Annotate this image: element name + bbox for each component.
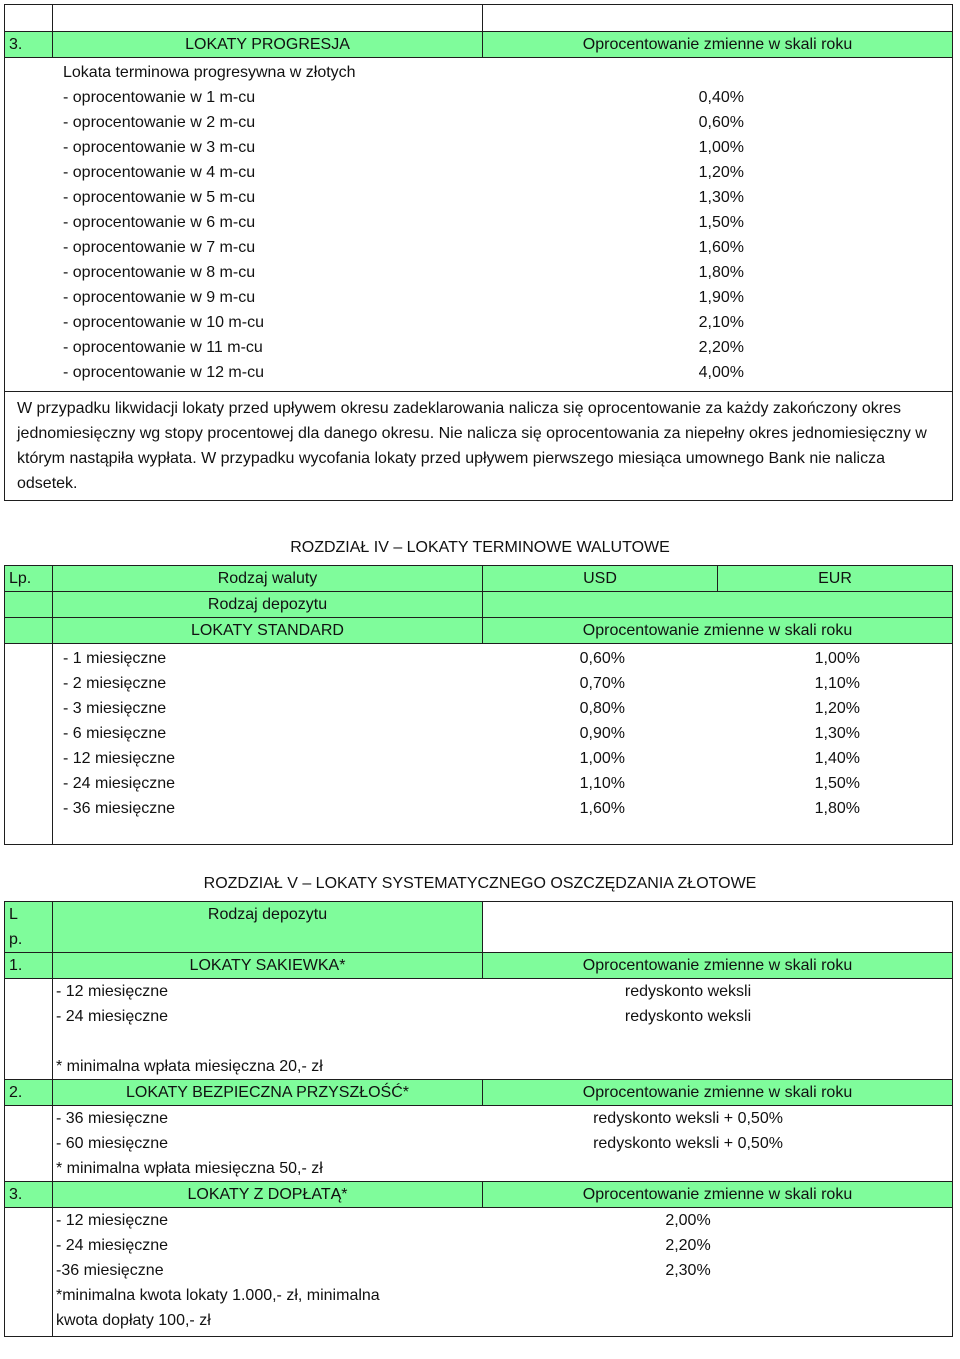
product-footnote: *minimalna kwota lokaty 1.000,- zł, minimalna (56, 1287, 380, 1304)
product-body-row (5, 1106, 953, 1182)
eur-rate: 1,20% (814, 700, 860, 717)
rozdzial-v-title: ROZDZIAŁ V – LOKATY SYSTEMATYCZNEGO OSZCZĘDZANIA ZŁOTOWE (203, 875, 757, 892)
progresja-label: - oprocentowanie w 4 m-cu (63, 164, 256, 181)
currency-label: - 1 miesięczne (63, 650, 167, 667)
eur-rate: 1,10% (814, 675, 860, 692)
product-row-label: - 12 miesięczne (56, 1212, 169, 1229)
progresja-label: - oprocentowanie w 7 m-cu (63, 239, 256, 256)
progresja-note: W przypadku likwidacji lokaty przed upływem okresu zadeklarowania nalicza się oprocentowanie za każdy zakończony okres jednomiesięczny wg stopy procentowej dla danego okresu. Nie nalicza się oprocentowania za niepełny okres jednomiesięczny w którym nastąpiła wypłata. W przypadku wycofania lokaty przed upływem pierwszego miesiąca umownego Bank nie nalicza odsetek. (5, 392, 953, 501)
usd-rate: 1,60% (579, 800, 625, 817)
product-row-label: - 36 miesięczne (56, 1110, 169, 1127)
product-footnote: * minimalna wpłata miesięczna 50,- zł (56, 1160, 323, 1177)
product-row-label: - 24 miesięczne (56, 1008, 169, 1025)
progresja-label: - oprocentowanie w 11 m-cu (63, 339, 263, 356)
progresja-rate-header: Oprocentowanie zmienne w skali roku (483, 32, 953, 58)
product-row-rate: 2,20% (665, 1237, 711, 1254)
product-name: LOKATY SAKIEWKA* (53, 953, 483, 979)
progresja-rate: 2,20% (698, 339, 744, 356)
currency-label: - 6 miesięczne (63, 725, 167, 742)
currency-label: - 12 miesięczne (63, 750, 176, 767)
progresja-label: - oprocentowanie w 9 m-cu (63, 289, 256, 306)
product-row-label: - 12 miesięczne (56, 983, 169, 1000)
eur-rate: 1,40% (814, 750, 860, 767)
product-number: 3. (5, 1182, 53, 1208)
rozdzial-v-table (4, 901, 952, 1337)
rozdzial-v-header-row (5, 902, 953, 953)
progresja-label: - oprocentowanie w 10 m-cu (63, 314, 264, 331)
usd-header: USD (483, 566, 718, 592)
progresja-rate: 1,80% (698, 264, 744, 281)
product-rate-header: Oprocentowanie zmienne w skali roku (483, 1182, 953, 1208)
usd-rate: 1,00% (579, 750, 625, 767)
progresja-rate: 1,30% (698, 189, 744, 206)
product-header-row (5, 1080, 953, 1106)
eur-rate: 1,80% (814, 800, 860, 817)
progresja-rate: 1,90% (698, 289, 744, 306)
progresja-rate: 1,00% (698, 139, 744, 156)
progresja-label: - oprocentowanie w 1 m-cu (63, 89, 256, 106)
lp-header-line1: L (9, 906, 18, 923)
product-number: 1. (5, 953, 53, 979)
eur-rate: 1,50% (814, 775, 860, 792)
progresja-label: - oprocentowanie w 8 m-cu (63, 264, 256, 281)
progresja-rates-row (5, 58, 953, 392)
rozdzial-iv-title: ROZDZIAŁ IV – LOKATY TERMINOWE WALUTOWE (290, 539, 670, 556)
currency-label: - 2 miesięczne (63, 675, 167, 692)
deposit-type-row (5, 592, 953, 618)
eur-rate: 1,30% (814, 725, 860, 742)
progresja-number: 3. (5, 32, 53, 58)
progresja-label: - oprocentowanie w 6 m-cu (63, 214, 256, 231)
usd-rate: 0,60% (579, 650, 625, 667)
eur-rate: 1,00% (814, 650, 860, 667)
lp-header-line2: p. (9, 931, 23, 948)
product-row-rate: redyskonto weksli (624, 1008, 752, 1025)
product-body-row (5, 1208, 953, 1337)
progresja-rate: 4,00% (698, 364, 744, 381)
progresja-rate: 0,40% (698, 89, 744, 106)
product-rate-header: Oprocentowanie zmienne w skali roku (483, 1080, 953, 1106)
progresja-rate: 0,60% (698, 114, 744, 131)
product-name: LOKATY STANDARD (53, 618, 483, 644)
progresja-labels (63, 60, 483, 385)
currency-label: - 36 miesięczne (63, 800, 176, 817)
product-row-label: - 24 miesięczne (56, 1237, 169, 1254)
rozdzial-v-deposit-type: Rodzaj depozytu (53, 902, 483, 953)
usd-rate: 1,10% (579, 775, 625, 792)
deposit-type-header: Rodzaj depozytu (53, 592, 483, 618)
product-name: LOKATY Z DOPŁATĄ* (53, 1182, 483, 1208)
product-row-label: -36 miesięczne (56, 1262, 164, 1279)
product-body-row (5, 979, 953, 1080)
progresja-blank-row (5, 5, 953, 32)
product-header-row (5, 618, 953, 644)
product-number: 2. (5, 1080, 53, 1106)
progresja-subtitle: Lokata terminowa progresywna w złotych (63, 64, 356, 81)
currency-rate-header: Oprocentowanie zmienne w skali roku (483, 618, 953, 644)
product-row-rate: 2,30% (665, 1262, 711, 1279)
lp-header: Lp. (5, 566, 53, 592)
progresja-label: - oprocentowanie w 3 m-cu (63, 139, 256, 156)
product-row-rate: redyskonto weksli + 0,50% (593, 1135, 783, 1152)
progresja-label: - oprocentowanie w 12 m-cu (63, 364, 264, 381)
product-row-label: - 60 miesięczne (56, 1135, 169, 1152)
eur-rates (760, 646, 860, 821)
progresja-rate: 1,60% (698, 239, 744, 256)
usd-rate: 0,70% (579, 675, 625, 692)
usd-rates (525, 646, 625, 821)
currency-labels (63, 646, 175, 821)
progresja-header-row (5, 32, 953, 58)
progresja-name: LOKATY PROGRESJA (53, 32, 483, 58)
currency-rates-row (5, 644, 953, 845)
product-footnote: * minimalna wpłata miesięczna 20,- zł (56, 1058, 323, 1075)
product-header-row (5, 953, 953, 979)
product-row-rate: 2,00% (665, 1212, 711, 1229)
usd-rate: 0,80% (579, 700, 625, 717)
progresja-rate: 1,20% (698, 164, 744, 181)
progresja-note-row (5, 392, 953, 501)
currency-label: - 24 miesięczne (63, 775, 176, 792)
product-footnote: kwota dopłaty 100,- zł (56, 1312, 211, 1329)
currency-label: - 3 miesięczne (63, 700, 167, 717)
product-rate-header: Oprocentowanie zmienne w skali roku (483, 953, 953, 979)
rozdzial-iv-table (4, 565, 952, 845)
product-header-row (5, 1182, 953, 1208)
progresja-rates (483, 60, 953, 385)
progresja-rate: 1,50% (698, 214, 744, 231)
product-name: LOKATY BEZPIECZNA PRZYSZŁOŚĆ* (53, 1080, 483, 1106)
progresja-table (4, 4, 952, 501)
eur-header: EUR (718, 566, 953, 592)
progresja-label: - oprocentowanie w 5 m-cu (63, 189, 256, 206)
progresja-rate: 2,10% (698, 314, 744, 331)
product-row-rate: redyskonto weksli (624, 983, 752, 1000)
progresja-label: - oprocentowanie w 2 m-cu (63, 114, 256, 131)
currency-type-header: Rodzaj waluty (53, 566, 483, 592)
product-row-rate: redyskonto weksli + 0,50% (593, 1110, 783, 1127)
usd-rate: 0,90% (579, 725, 625, 742)
currency-header-row (5, 566, 953, 592)
